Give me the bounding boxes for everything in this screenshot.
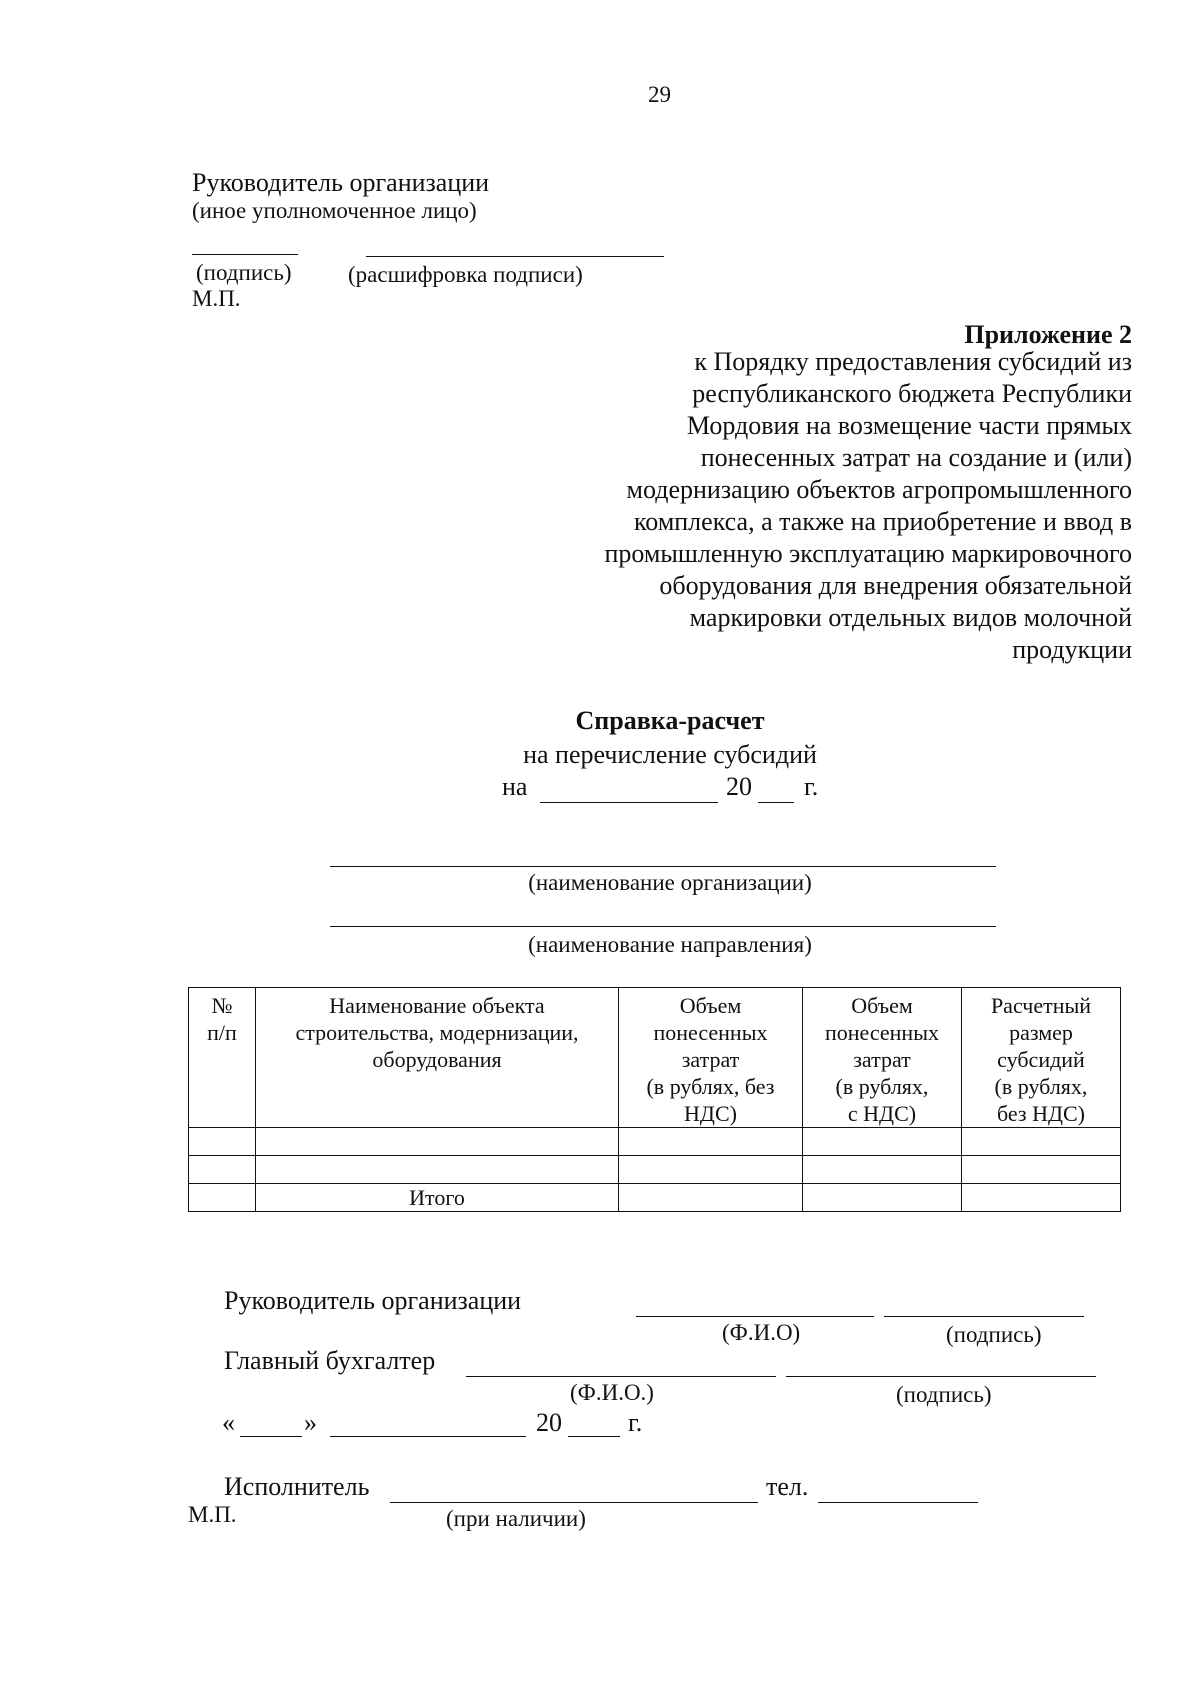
bottom-head-label: Руководитель организации — [224, 1286, 522, 1315]
table-total-row — [189, 1184, 1121, 1212]
date-field-line — [540, 802, 718, 803]
table-cell[interactable] — [619, 1128, 803, 1156]
page-number: 29 — [648, 82, 671, 107]
top-head-note: (иное уполномоченное лицо) — [192, 198, 477, 223]
table-cell[interactable] — [962, 1184, 1121, 1212]
phone-label: тел. — [766, 1472, 809, 1501]
head-fio-label: (Ф.И.О) — [722, 1320, 801, 1345]
table-cell[interactable] — [619, 1156, 803, 1184]
direction-line — [330, 926, 996, 927]
appendix-line: промышленную эксплуатацию маркировочного — [604, 539, 1132, 568]
top-sign-line — [192, 254, 298, 255]
table-cell[interactable] — [803, 1128, 962, 1156]
table-cell[interactable] — [803, 1184, 962, 1212]
table-cell[interactable] — [189, 1156, 256, 1184]
top-decode-label: (расшифровка подписи) — [348, 262, 583, 287]
top-stamp: М.П. — [192, 286, 241, 311]
bottom-stamp: М.П. — [188, 1502, 237, 1527]
subsidy-table — [188, 987, 1121, 1212]
day-field-line — [240, 1436, 302, 1437]
appendix-line: маркировки отдельных видов молочной — [689, 603, 1132, 632]
appendix-title: Приложение 2 — [964, 320, 1132, 349]
date-quote-close: » — [304, 1408, 317, 1437]
header-object-name: Наименование объекта строительства, модернизации, оборудования — [256, 988, 619, 1128]
total-label: Итого — [256, 1184, 619, 1212]
accountant-fio-label: (Ф.И.О.) — [570, 1380, 654, 1405]
table-cell[interactable] — [619, 1184, 803, 1212]
top-head-title: Руководитель организации — [192, 168, 490, 197]
bottom-year-suffix: г. — [628, 1408, 643, 1437]
date-quote-open: « — [222, 1408, 235, 1437]
bottom-year-line — [568, 1436, 620, 1437]
accountant-label: Главный бухгалтер — [224, 1346, 436, 1375]
appendix-line: оборудования для внедрения обязательной — [659, 571, 1132, 600]
appendix-line: к Порядку предоставления субсидий из — [694, 347, 1132, 376]
top-sign-label: (подпись) — [196, 260, 292, 285]
date-year: 20 — [726, 772, 752, 801]
executor-label: Исполнитель — [224, 1472, 370, 1501]
executor-line — [390, 1502, 758, 1503]
form-subtitle: на перечисление субсидий — [523, 740, 817, 769]
accountant-sign-line — [786, 1376, 1096, 1377]
table-row — [189, 1156, 1121, 1184]
form-title: Справка-расчет — [575, 706, 765, 735]
executor-note: (при наличии) — [446, 1506, 586, 1531]
head-sign-line — [884, 1316, 1084, 1317]
appendix-line: комплекса, а также на приобретение и ввод в — [634, 507, 1132, 536]
appendix-line: понесенных затрат на создание и (или) — [700, 443, 1132, 472]
table-header-row — [189, 988, 1121, 1128]
accountant-fio-line — [466, 1376, 776, 1377]
table-cell[interactable] — [962, 1128, 1121, 1156]
top-decode-line — [366, 256, 664, 257]
organization-label: (наименование организации) — [528, 870, 812, 895]
date-prefix: на — [502, 772, 528, 801]
table-cell[interactable] — [256, 1128, 619, 1156]
organization-line — [330, 866, 996, 867]
appendix-line: Мордовия на возмещение части прямых — [686, 411, 1132, 440]
appendix-line: республиканского бюджета Республики — [692, 379, 1132, 408]
header-number: № п/п — [189, 988, 256, 1128]
phone-line — [818, 1502, 978, 1503]
table-cell[interactable] — [189, 1184, 256, 1212]
table-cell[interactable] — [189, 1128, 256, 1156]
appendix-line: модернизацию объектов агропромышленного — [626, 475, 1132, 504]
direction-label: (наименование направления) — [528, 932, 812, 957]
bottom-year: 20 — [536, 1408, 562, 1437]
appendix-text — [605, 346, 1133, 666]
table-cell[interactable] — [256, 1156, 619, 1184]
head-fio-line — [636, 1316, 874, 1317]
header-costs-with-vat: Объем понесенных затрат (в рублях, с НДС) — [803, 988, 962, 1128]
accountant-sign-label: (подпись) — [896, 1382, 992, 1407]
table-row — [189, 1128, 1121, 1156]
header-subsidy-amount: Расчетный размер субсидий (в рублях, без НДС) — [962, 988, 1121, 1128]
month-field-line — [330, 1436, 526, 1437]
year-field-line — [758, 802, 794, 803]
table-cell[interactable] — [962, 1156, 1121, 1184]
table-cell[interactable] — [803, 1156, 962, 1184]
head-sign-label: (подпись) — [946, 1322, 1042, 1347]
header-costs-without-vat: Объем понесенных затрат (в рублях, без НДС) — [619, 988, 803, 1128]
appendix-line: продукции — [1012, 635, 1132, 664]
date-suffix: г. — [804, 772, 819, 801]
